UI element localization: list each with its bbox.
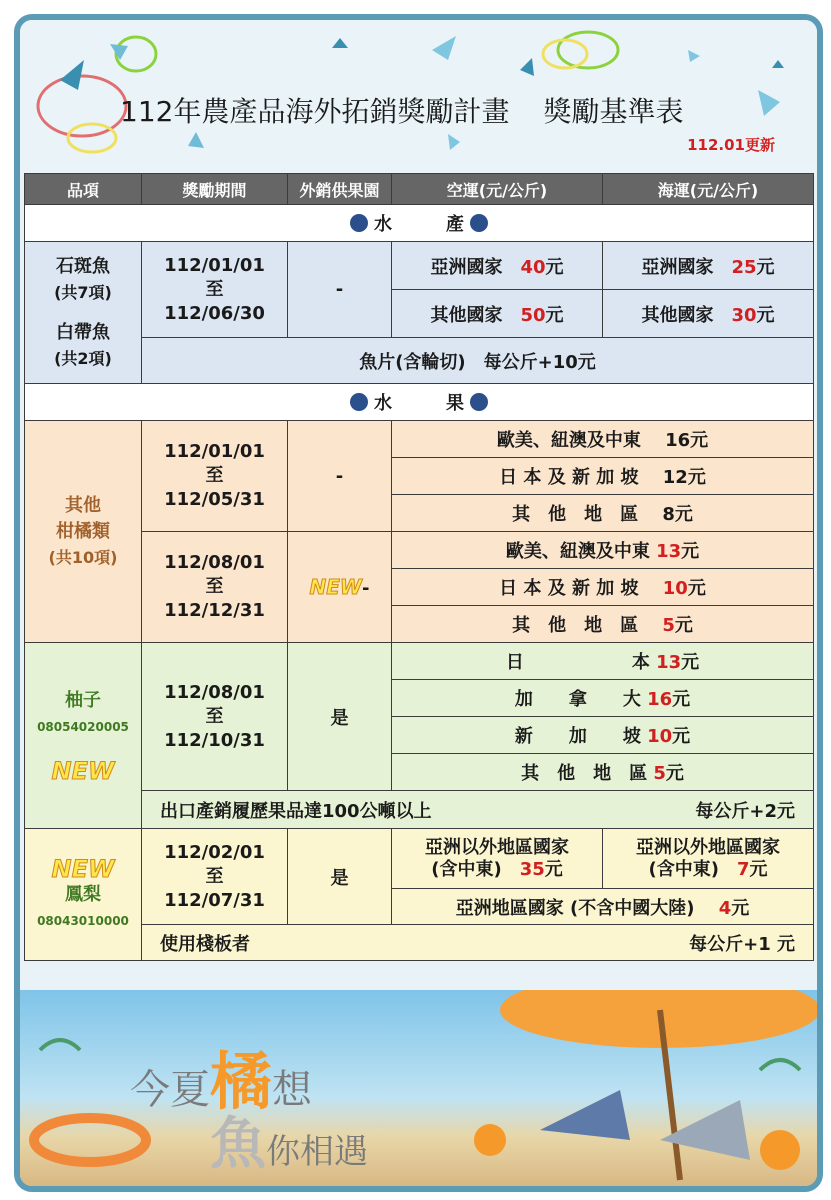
pine-note: 使用棧板者 每公斤+1 元 bbox=[142, 925, 814, 961]
citrus-rate: 其 他 地 區 8元 bbox=[392, 495, 814, 532]
poster-header bbox=[20, 20, 817, 176]
dot-icon bbox=[350, 393, 368, 411]
yuzu-period: 112/08/01 至 112/10/31 bbox=[142, 643, 288, 791]
item-pineapple: NEW 鳳梨 08043010000 bbox=[25, 829, 142, 961]
update-note: 112.01更新 bbox=[687, 136, 775, 154]
citrus-orchard-2: NEW- bbox=[288, 532, 392, 643]
item-fish: 石斑魚 (共7項) 白帶魚 (共2項) bbox=[25, 242, 142, 384]
citrus-orchard-1: - bbox=[288, 421, 392, 532]
item-yuzu: 柚子 08054020005 NEW bbox=[25, 643, 142, 829]
col-item: 品項 bbox=[25, 174, 142, 205]
col-air: 空運(元/公斤) bbox=[392, 174, 603, 205]
pine-period: 112/02/01 至 112/07/31 bbox=[142, 829, 288, 925]
citrus-rate: 其 他 地 區 5元 bbox=[392, 606, 814, 643]
banner-text-1: 今夏橘想 bbox=[130, 1045, 313, 1118]
fish-note: 魚片(含輪切) 每公斤+10元 bbox=[142, 338, 814, 384]
fish-sea-1: 亞洲國家 25元 bbox=[603, 242, 814, 290]
col-sea: 海運(元/公斤) bbox=[603, 174, 814, 205]
section-fruit: 水 果 bbox=[25, 384, 814, 421]
summer-banner bbox=[20, 990, 817, 1186]
section-aquatic: 水 產 bbox=[25, 205, 814, 242]
table-header bbox=[25, 174, 814, 205]
new-badge: NEW bbox=[51, 854, 115, 883]
dot-icon bbox=[350, 214, 368, 232]
item-citrus: 其他 柑橘類 (共10項) bbox=[25, 421, 142, 643]
fish-sea-2: 其他國家 30元 bbox=[603, 290, 814, 338]
new-badge: NEW bbox=[51, 756, 115, 785]
pine-orchard: 是 bbox=[288, 829, 392, 925]
pine-air: 亞洲以外地區國家 (含中東) 35元 bbox=[392, 829, 603, 889]
citrus-rate: 歐美、紐澳及中東 13元 bbox=[392, 532, 814, 569]
col-orchard: 外銷供果園 bbox=[288, 174, 392, 205]
citrus-period-1: 112/01/01 至 112/05/31 bbox=[142, 421, 288, 532]
poster-frame bbox=[14, 14, 823, 1192]
yuzu-note: 出口產銷履歷果品達100公噸以上 每公斤+2元 bbox=[142, 791, 814, 829]
yuzu-rate: 新 加 坡 10元 bbox=[392, 717, 814, 754]
yuzu-orchard: 是 bbox=[288, 643, 392, 791]
banner-text-2: 魚你相遇 bbox=[210, 1111, 368, 1177]
citrus-rate: 日 本 及 新 加 坡 10元 bbox=[392, 569, 814, 606]
pine-sea: 亞洲以外地區國家 (含中東) 7元 bbox=[603, 829, 814, 889]
fish-orchard: - bbox=[288, 242, 392, 338]
fish-period: 112/01/01 至 112/06/30 bbox=[142, 242, 288, 338]
citrus-rate: 歐美、紐澳及中東 16元 bbox=[392, 421, 814, 458]
citrus-rate: 日 本 及 新 加 坡 12元 bbox=[392, 458, 814, 495]
dot-icon bbox=[470, 393, 488, 411]
dot-icon bbox=[470, 214, 488, 232]
citrus-period-2: 112/08/01 至 112/12/31 bbox=[142, 532, 288, 643]
col-period: 獎勵期間 bbox=[142, 174, 288, 205]
reward-table bbox=[24, 173, 814, 961]
fish-air-1: 亞洲國家 40元 bbox=[392, 242, 603, 290]
pine-asia: 亞洲地區國家 (不含中國大陸) 4元 bbox=[392, 889, 814, 925]
page-title: 112年農產品海外拓銷獎勵計畫 獎勵基準表 bbox=[120, 95, 684, 128]
yuzu-rate: 其 他 地 區 5元 bbox=[392, 754, 814, 791]
yuzu-rate: 日 本 13元 bbox=[392, 643, 814, 680]
yuzu-rate: 加 拿 大 16元 bbox=[392, 680, 814, 717]
new-badge: NEW bbox=[309, 575, 362, 599]
fish-air-2: 其他國家 50元 bbox=[392, 290, 603, 338]
